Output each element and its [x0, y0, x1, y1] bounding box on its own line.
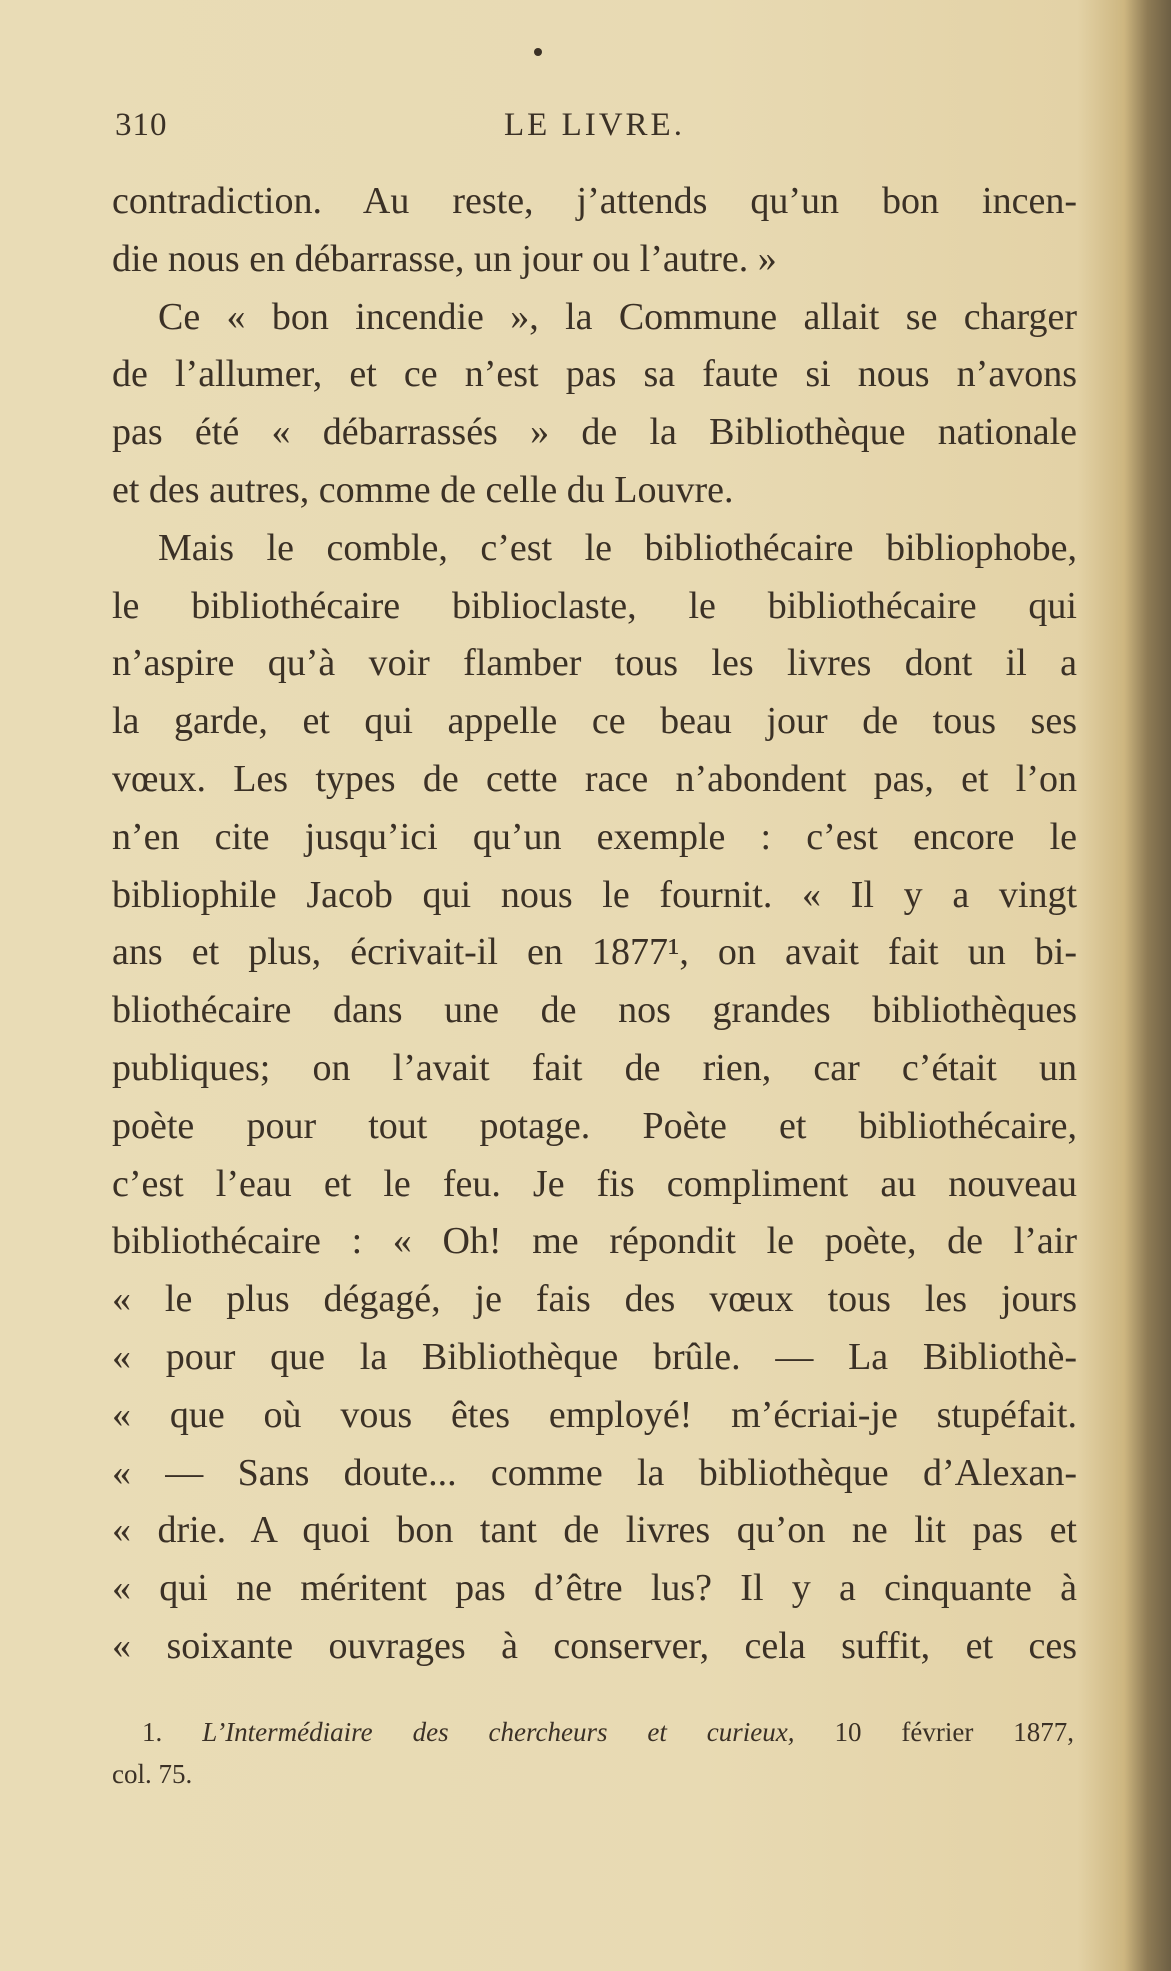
text-line: publiques; on l’avait fait de rien, car c’était un [112, 1047, 1077, 1089]
text-line: n’aspire qu’à voir flamber tous les livres dont il a [112, 642, 1077, 684]
text-line: « que où vous êtes employé! m’écriai-je stupéfait. [112, 1394, 1077, 1436]
text-line: la garde, et qui appelle ce beau jour de tous ses [112, 700, 1077, 742]
text-line: n’en cite jusqu’ici qu’un exemple : c’est encore le [112, 816, 1077, 858]
text-line: bibliophile Jacob qui nous le fournit. « Il y a vingt [112, 874, 1077, 916]
page-number: 310 [115, 107, 168, 143]
text-line: le bibliothécaire biblioclaste, le bibliothécaire qui [112, 585, 1077, 627]
footnote-number: 1. [142, 1717, 163, 1747]
text-line: pas été « débarrassés » de la Bibliothèque nationale [112, 411, 1077, 453]
footnote-continuation: col. 75. [112, 1759, 193, 1789]
text-line: die nous en débarrasse, un jour ou l’autre. » [112, 238, 777, 280]
footnote-date: 10 février 1877, [834, 1717, 1075, 1747]
text-line: ans et plus, écrivait-il en 1877¹, on avait fait un bi- [112, 931, 1077, 973]
text-line: de l’allumer, et ce n’est pas sa faute si nous n’avons [112, 353, 1077, 395]
text-line: « pour que la Bibliothèque brûle. — La Bibliothè- [112, 1336, 1077, 1378]
text-line: Mais le comble, c’est le bibliothécaire bibliophobe, [158, 527, 1077, 569]
footnote-title: L’Intermédiaire des chercheurs et curieux, [202, 1717, 795, 1747]
text-line: Ce « bon incendie », la Commune allait se charger [158, 296, 1077, 338]
text-line: poète pour tout potage. Poète et bibliothécaire, [112, 1105, 1077, 1147]
text-line: « soixante ouvrages à conserver, cela suffit, et ces [112, 1625, 1077, 1667]
text-line: et des autres, comme de celle du Louvre. [112, 469, 734, 511]
text-line: « — Sans doute... comme la bibliothèque d’Alexan- [112, 1452, 1077, 1494]
text-line: bibliothécaire : « Oh! me répondit le poète, de l’air [112, 1220, 1077, 1262]
ink-speck [534, 48, 542, 56]
text-line: « drie. A quoi bon tant de livres qu’on ne lit pas et [112, 1509, 1077, 1551]
text-line: « le plus dégagé, je fais des vœux tous les jours [112, 1278, 1077, 1320]
text-line: c’est l’eau et le feu. Je fis compliment au nouveau [112, 1163, 1077, 1205]
running-title: LE LIVRE. [504, 107, 685, 143]
text-line: bliothécaire dans une de nos grandes bibliothèques [112, 989, 1077, 1031]
text-line: vœux. Les types de cette race n’abondent pas, et l’on [112, 758, 1077, 800]
text-line: contradiction. Au reste, j’attends qu’un bon incen- [112, 180, 1077, 222]
page-header [115, 107, 1075, 157]
footnote [142, 1712, 1074, 1752]
text-line: « qui ne méritent pas d’être lus? Il y a cinquante à [112, 1567, 1077, 1609]
